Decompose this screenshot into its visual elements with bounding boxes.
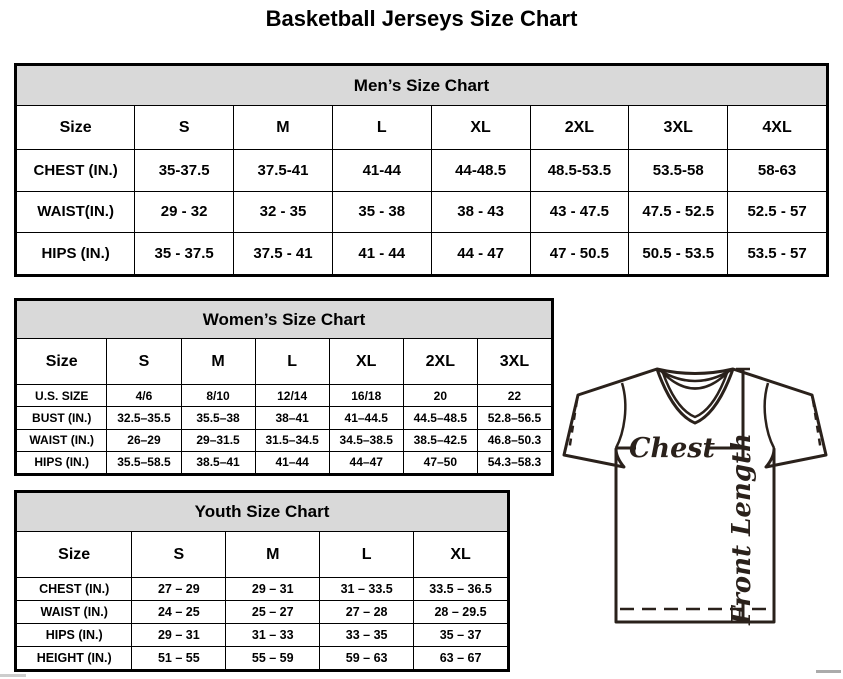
size-column-header: S [132, 532, 226, 578]
size-header-cell: Size [17, 532, 132, 578]
measurement-label-cell: HIPS (IN.) [17, 624, 132, 647]
measurement-value-cell: 20 [403, 385, 477, 407]
measurement-value-cell: 54.3–58.3 [477, 451, 551, 473]
measurement-value-cell: 4/6 [107, 385, 181, 407]
table-title: Men’s Size Chart [17, 66, 827, 106]
measurement-value-cell: 35 – 37 [414, 624, 508, 647]
hscrollbar-fragment-right[interactable] [816, 670, 841, 673]
measurement-value-cell: 32.5–35.5 [107, 407, 181, 429]
mens-size-table [14, 63, 829, 277]
measurement-label-cell: CHEST (IN.) [17, 150, 135, 192]
measurement-value-cell: 53.5-58 [629, 150, 728, 192]
measurement-value-cell: 43 - 47.5 [530, 191, 629, 233]
measurement-value-cell: 44–47 [329, 451, 403, 473]
measurement-value-cell: 55 – 59 [226, 647, 320, 670]
measurement-value-cell: 58-63 [728, 150, 827, 192]
size-column-header: L [320, 532, 414, 578]
measurement-value-cell: 8/10 [181, 385, 255, 407]
measurement-value-cell: 37.5 - 41 [234, 233, 333, 275]
measurement-value-cell: 44 - 47 [431, 233, 530, 275]
measurement-value-cell: 52.5 - 57 [728, 191, 827, 233]
measurement-value-cell: 32 - 35 [234, 191, 333, 233]
table-row [17, 451, 552, 473]
measurement-value-cell: 29 – 31 [132, 624, 226, 647]
measurement-value-cell: 22 [477, 385, 551, 407]
measurement-value-cell: 51 – 55 [132, 647, 226, 670]
measurement-value-cell: 41-44 [332, 150, 431, 192]
size-column-header: 3XL [477, 339, 551, 385]
measurement-value-cell: 41 - 44 [332, 233, 431, 275]
measurement-label-cell: WAIST (IN.) [17, 429, 107, 451]
measurement-value-cell: 63 – 67 [414, 647, 508, 670]
table-row [17, 191, 827, 233]
size-column-header: XL [329, 339, 403, 385]
table-row [17, 385, 552, 407]
measurement-value-cell: 41–44.5 [329, 407, 403, 429]
front-length-label: Front Length [727, 433, 757, 625]
measurement-value-cell: 52.8–56.5 [477, 407, 551, 429]
measurement-value-cell: 35.5–38 [181, 407, 255, 429]
measurement-value-cell: 33 – 35 [320, 624, 414, 647]
table-title: Youth Size Chart [17, 493, 508, 532]
measurement-value-cell: 37.5-41 [234, 150, 333, 192]
measurement-value-cell: 35 - 37.5 [135, 233, 234, 275]
measurement-value-cell: 12/14 [255, 385, 329, 407]
size-column-header: M [226, 532, 320, 578]
page-title: Basketball Jerseys Size Chart [265, 6, 578, 31]
measurement-value-cell: 38–41 [255, 407, 329, 429]
measurement-label-cell: HIPS (IN.) [17, 451, 107, 473]
measurement-value-cell: 29 - 32 [135, 191, 234, 233]
measurement-label-cell: HEIGHT (IN.) [17, 647, 132, 670]
size-column-header: 2XL [530, 106, 629, 150]
table-row [17, 407, 552, 429]
measurement-value-cell: 26–29 [107, 429, 181, 451]
table-row [17, 429, 552, 451]
measurement-value-cell: 46.8–50.3 [477, 429, 551, 451]
measurement-value-cell: 35.5–58.5 [107, 451, 181, 473]
measurement-value-cell: 25 – 27 [226, 601, 320, 624]
measurement-value-cell: 27 – 29 [132, 578, 226, 601]
jersey-measurement-diagram [556, 361, 843, 679]
jersey-outline [564, 369, 826, 622]
measurement-value-cell: 35 - 38 [332, 191, 431, 233]
measurement-value-cell: 16/18 [329, 385, 403, 407]
measurement-value-cell: 38.5–41 [181, 451, 255, 473]
measurement-value-cell: 41–44 [255, 451, 329, 473]
table-row [17, 233, 827, 275]
table-title: Women’s Size Chart [17, 301, 552, 339]
size-column-header: 4XL [728, 106, 827, 150]
table-row [17, 150, 827, 192]
size-column-header: 3XL [629, 106, 728, 150]
measurement-value-cell: 34.5–38.5 [329, 429, 403, 451]
measurement-value-cell: 28 – 29.5 [414, 601, 508, 624]
measurement-value-cell: 24 – 25 [132, 601, 226, 624]
size-column-header: 2XL [403, 339, 477, 385]
youth-size-table [14, 490, 510, 672]
measurement-value-cell: 27 – 28 [320, 601, 414, 624]
measurement-value-cell: 31 – 33 [226, 624, 320, 647]
measurement-value-cell: 38.5–42.5 [403, 429, 477, 451]
womens-size-table [14, 298, 554, 476]
size-header-cell: Size [17, 106, 135, 150]
measurement-value-cell: 50.5 - 53.5 [629, 233, 728, 275]
size-column-header: L [255, 339, 329, 385]
size-column-header: L [332, 106, 431, 150]
size-column-header: XL [431, 106, 530, 150]
size-column-header: M [181, 339, 255, 385]
measurement-value-cell: 59 – 63 [320, 647, 414, 670]
measurement-label-cell: WAIST(IN.) [17, 191, 135, 233]
size-table [16, 492, 508, 670]
measurement-value-cell: 47.5 - 52.5 [629, 191, 728, 233]
table-row [17, 647, 508, 670]
measurement-value-cell: 47–50 [403, 451, 477, 473]
measurement-value-cell: 44-48.5 [431, 150, 530, 192]
table-row [17, 578, 508, 601]
size-header-cell: Size [17, 339, 107, 385]
size-column-header: M [234, 106, 333, 150]
size-table [16, 65, 827, 275]
measurement-value-cell: 38 - 43 [431, 191, 530, 233]
measurement-value-cell: 48.5-53.5 [530, 150, 629, 192]
table-row [17, 624, 508, 647]
chest-label: Chest [629, 433, 715, 464]
measurement-value-cell: 31.5–34.5 [255, 429, 329, 451]
measurement-value-cell: 44.5–48.5 [403, 407, 477, 429]
table-row [17, 601, 508, 624]
measurement-value-cell: 29 – 31 [226, 578, 320, 601]
measurement-value-cell: 35-37.5 [135, 150, 234, 192]
size-table [16, 300, 552, 474]
measurement-label-cell: WAIST (IN.) [17, 601, 132, 624]
measurement-value-cell: 31 – 33.5 [320, 578, 414, 601]
measurement-label-cell: HIPS (IN.) [17, 233, 135, 275]
measurement-label-cell: BUST (IN.) [17, 407, 107, 429]
hscrollbar-fragment-left[interactable] [0, 674, 26, 677]
measurement-value-cell: 33.5 – 36.5 [414, 578, 508, 601]
size-column-header: XL [414, 532, 508, 578]
measurement-label-cell: U.S. SIZE [17, 385, 107, 407]
measurement-value-cell: 47 - 50.5 [530, 233, 629, 275]
measurement-label-cell: CHEST (IN.) [17, 578, 132, 601]
measurement-value-cell: 29–31.5 [181, 429, 255, 451]
measurement-value-cell: 53.5 - 57 [728, 233, 827, 275]
size-column-header: S [135, 106, 234, 150]
size-column-header: S [107, 339, 181, 385]
